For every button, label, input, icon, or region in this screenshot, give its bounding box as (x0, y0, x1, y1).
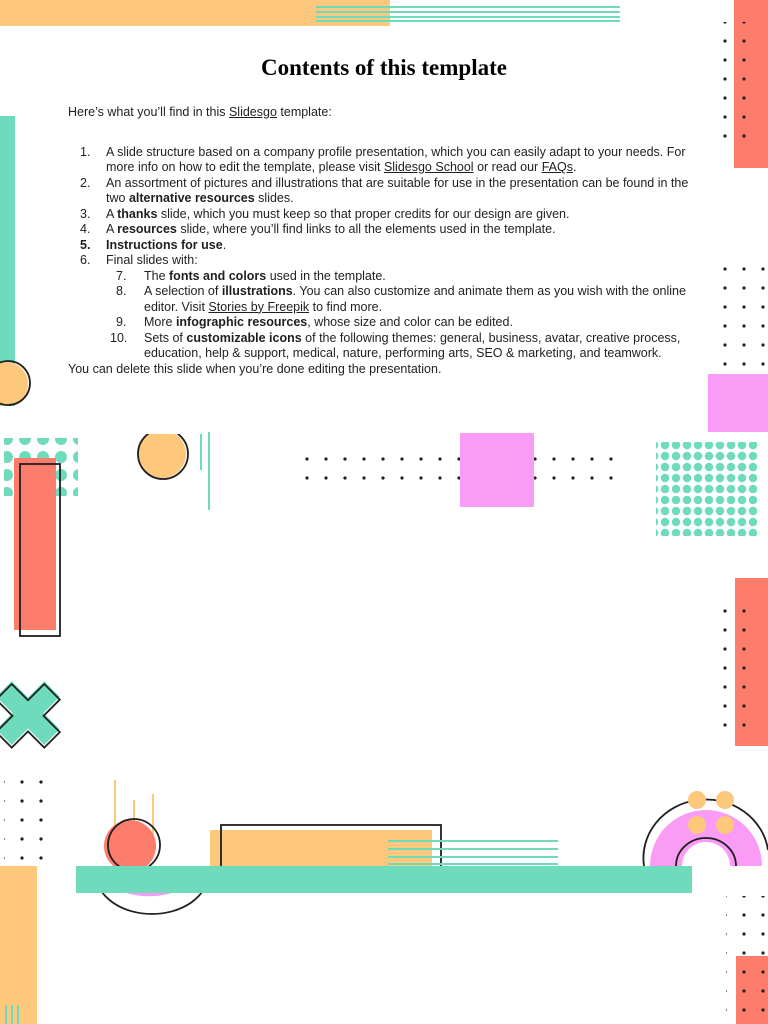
page-title: Contents of this template (261, 55, 507, 80)
footer-note: You can delete this slide when you’re done editing the presentation. (68, 361, 442, 376)
intro-line: Here’s what you’ll find in this Slidesgo template: (68, 105, 332, 119)
center-pink-square (460, 433, 534, 507)
content-body (68, 105, 708, 377)
sub-list-item: 8. A selection of illustrations. You can also customize and animate them as you wish with the online editor. Visit Stories by Freepik to find more. (116, 284, 686, 314)
faqs-link[interactable]: FAQs (541, 160, 573, 174)
bottom-teal-bar (76, 866, 692, 893)
bottom-left-orange-bar (0, 866, 37, 1024)
list-item: 4. A resources slide, where you’ll find links to all the elements used in the template. (80, 222, 556, 236)
list-item: 6. Final slides with: 7. The fonts and colors used in the template. 8. A selection of illustrations. You can also customize and animate them as you wish with the online editor. Visit Stories by Freepik to find more. 9. More infographic resources, whose size and color can be edited. 10. Sets of customizable icons of the following themes: general, business, avatar, creative process, education, help & support, medical, nature, performing arts, SEO & marketing, and teamwork. (68, 253, 708, 362)
slidesgo-school-link[interactable]: Slidesgo School (383, 160, 474, 174)
right-pink-square (708, 374, 768, 432)
top-right-dots (708, 22, 748, 152)
list-item: 3. A thanks slide, which you must keep so that proper credits for our design are given. (80, 206, 570, 221)
contents-list (68, 145, 708, 362)
center-dots (296, 450, 614, 494)
sub-list-item: 10. Sets of customizable icons of the following themes: general, business, avatar, creative process, education, help & support, medical, nature, performing arts, SEO & marketing, and teamwork. (110, 330, 681, 360)
sub-list (68, 269, 708, 362)
slidesgo-link[interactable]: Slidesgo (228, 105, 277, 119)
right-teal-dots (656, 442, 760, 536)
right-dots-mid (718, 266, 766, 392)
list-item: 2. An assortment of pictures and illustrations that are suitable for use in the presentation can be found in the two alternative resources slides. (80, 175, 689, 205)
sub-list-item: 7. The fonts and colors used in the template. (116, 268, 386, 283)
sub-list-item: 9. More infographic resources, whose size and color can be edited. (116, 315, 513, 329)
list-item: 5. Instructions for use. (80, 237, 227, 252)
list-item: 1. A slide structure based on a company profile presentation, which you can easily adapt to your needs. For more info on how to edit the template, please visit Slidesgo School or read our FAQs. (80, 144, 686, 174)
stories-by-freepik-link[interactable]: Stories by Freepik (208, 299, 310, 314)
left-x-shape (0, 665, 77, 764)
